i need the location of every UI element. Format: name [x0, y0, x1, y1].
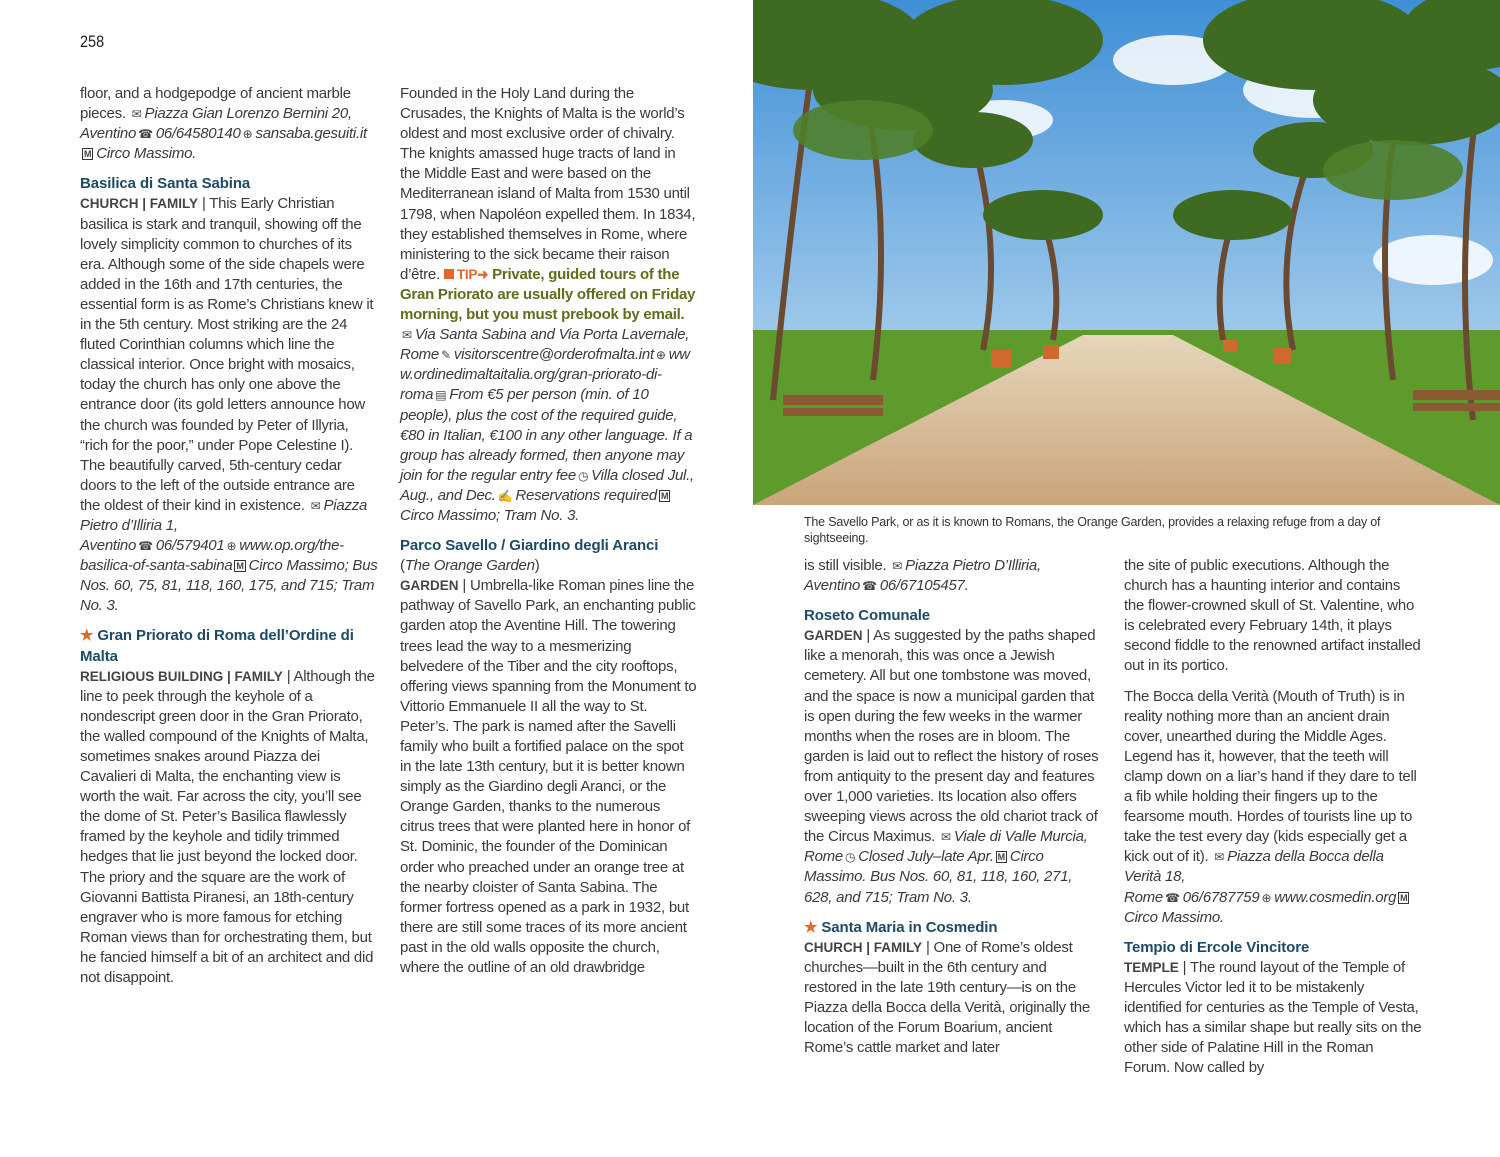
practical-info: www.cosmedin.org [1274, 888, 1397, 906]
star-icon: ★ [804, 918, 818, 936]
reservation-icon: ✍ [497, 488, 513, 503]
text-run: the site of public executions. Although the church has a haunting interior and contains the flower-crowned skull of St. Valentine, who is celebrated every February 14th, it plays second fiddle to the renowned artifact installed out in its portico. [1124, 557, 1421, 675]
practical-info: Reservations required [515, 486, 657, 504]
category-label: CHURCH | FAMILY [804, 939, 923, 955]
practical-info: Circo Massimo. [1124, 908, 1224, 926]
body-paragraph [400, 576, 698, 978]
text-run: | The round layout of the Temple of Hercules Victor led it to be mistakenly identified for centuries as the Temple of Vesta, which has a similar shape but really sits on the other side of Palatine Hill in the Roman Forum. Now called by [1124, 958, 1422, 1077]
mail-icon: ✉ [892, 559, 903, 573]
text-run: | As suggested by the paths shaped like a menorah, this was once a Jewish cemetery. All but one tombstone was moved, and the space is now a municipal garden that is open during the few weeks in the warmer months when the roses are in bloom. The garden is laid out to reflect the history of roses from antiquity to the present day and features over 1,000 varieties. Its location also offers sweeping views across the old chariot track of the Circus Maximus. [804, 627, 1099, 846]
practical-info: Piazza Pietro D’Illiria, Aventino [804, 557, 1041, 595]
mail-icon: ✉ [310, 498, 321, 513]
practical-info: From €5 per person (min. of 10 people), plus the cost of the required guide, €80 in Italian, €100 in any other language. If a group has already formed, then anyone may join for the regular entry fee [400, 386, 693, 484]
phone-icon: ☎ [1165, 890, 1180, 905]
practical-info: www.ordinedimaltaitalia.org/gran-priorato-di-roma [400, 346, 690, 404]
practical-info: 06/67105457. [879, 577, 969, 595]
metro-icon: M [84, 149, 92, 160]
practical-info: Piazza della Bocca della Verità 18, Rome [1124, 848, 1384, 906]
practical-info: www.op.org/the-basilica-of-santa-sabina [80, 537, 344, 575]
category-label: CHURCH | FAMILY [80, 196, 199, 212]
mail-icon: ✉ [941, 830, 951, 845]
practical-info: 06/6787759 [1182, 888, 1260, 906]
metro-icon: M [1400, 892, 1408, 903]
entry-heading [1124, 938, 1422, 958]
practical-info: Circo Massimo. Bus Nos. 60, 81, 118, 160, 271, 628, and 715; Tram No. 3. [804, 848, 1073, 906]
body-paragraph [1124, 556, 1422, 677]
text-run: | This Early Christian basilica is stark and tranquil, showing off the lovely simplicity common to churches of its era. Although some of the side chapels were added in the 16th and 17th centuries, the essential form is as Rome’s Christians knew it in the 5th century. Most striking are the 24 fluted Corinthian columns which line the classical interior. Once bright with mosaics, today the church has only one above the entrance door (its gold letters announce how the church was founded by Peter of Illyria, “rich for the poor,” under Pope Celestine I). The beautifully carved, 5th-century cedar doors to the left of the outside entrance are the oldest of their kind in existence. [80, 195, 374, 514]
text-column-3 [804, 556, 1102, 1068]
practical-info: 06/579401 [155, 537, 225, 555]
text-run: ( [400, 557, 405, 575]
body-paragraph [400, 84, 698, 526]
photo-caption: The Savello Park, or as it is known to Romans, the Orange Garden, provides a relaxing refuge from a day of sightseeing. [804, 515, 1381, 545]
entry-heading [804, 606, 1102, 626]
body-paragraph [1124, 958, 1422, 1079]
photo-illustration [753, 0, 1500, 505]
text-column-4 [1124, 556, 1422, 1088]
clock-icon: ◷ [577, 468, 589, 483]
entry-heading-text: Santa Maria in Cosmedin [821, 918, 998, 936]
entry-heading-text: Roseto Comunale [804, 607, 931, 625]
practical-info: Closed July–late Apr. [858, 848, 994, 866]
practical-info: Viale di Valle Murcia, Rome [804, 828, 1088, 866]
ticket-icon: ▤ [435, 388, 447, 403]
practical-info: Circo Massimo; Bus Nos. 60, 75, 81, 118, 160, 175, and 715; Tram No. 3. [80, 557, 378, 615]
email-icon: ✎ [441, 348, 451, 363]
practical-info: Villa closed Jul., Aug., and Dec. [400, 466, 694, 504]
entry-heading [400, 536, 698, 556]
text-run: ) [534, 557, 540, 575]
metro-icon: M [997, 852, 1005, 863]
practical-info: visitorscentre@orderofmalta.int [453, 346, 654, 364]
entry-heading-text: Parco Savello / Giardino degli Aranci [400, 537, 659, 555]
tip-text: Private, guided tours of the Gran Priorato are usually offered on Friday morning, but you must prebook by email. [400, 265, 696, 324]
text-column-1 [80, 84, 378, 998]
star-icon: ★ [80, 627, 94, 645]
text-run: | Umbrella-like Roman pines line the pathway of Savello Park, an enchanting public garden atop the Aventine Hill. The towering trees lead the way to a mesmerizing belvedere of the Tiber and the city rooftops, offering views spanning from the Monument to Vittorio Emmanuele II all the way to St. Peter’s. The park is named after the Savelli family who built a fortified palace on the spot in the late 13th century, but it is better known simply as the Giardino degli Aranci, or the Orange Garden, thanks to the numerous citrus trees that were planted here in honor of St. Dominic, the founder of the Dominican order who preached under an orange tree at the nearby cloister of Santa Sabina. The former fortress opened as a park in 1932, but there are still some traces of its more ancient past in the old walls opposite the church, where the outline of an old drawbridge [400, 577, 697, 977]
practical-info: Circo Massimo; Tram No. 3. [400, 506, 580, 524]
text-run: | Although the line to peek through the keyhole of a nondescript green door in the Gran Priorato, the walled compound of the Knights of Malta, sometimes snakes around Piazza dei Cavalieri di Malta, the enchanting view is worth the wait. Far across the city, you’ll see the dome of St. Peter’s Basilica flawlessly framed by the keyhole and tidily trimmed hedges that lie just beyond the locked door. The priory and the square are the work of Giovanni Battista Piranesi, an 18th-century engraver who is more famous for etching Roman views than for orchestrating them, but he fancied himself a bit of an architect and did not disappoint. [80, 667, 375, 987]
metro-icon: M [660, 490, 669, 501]
clock-icon: ◷ [845, 850, 856, 865]
text-column-2 [400, 84, 698, 988]
web-icon: ⊕ [226, 539, 237, 554]
body-paragraph [804, 556, 1102, 596]
text-run: | One of Rome’s oldest churches—built in the 6th century and restored in the late 19th century—is on the Piazza della Bocca della Verità, originally the location of the Forum Boarium, ancient Rome’s cattle market and later [804, 938, 1090, 1057]
entry-heading-text: Basilica di Santa Sabina [80, 175, 251, 193]
practical-info: 06/64580140 [155, 125, 241, 143]
metro-icon: M [236, 561, 244, 572]
text-run: Founded in the Holy Land during the Crusades, the Knights of Malta is the world’s oldest and most exclusive order of chivalry. The knights amassed huge tracts of land in the Middle East and were based on the Mediterranean island of Malta from 1530 until 1798, when Napoléon expelled them. In 1834, they established themselves in Rome, where ministering to the sick became their raison d’être. [400, 85, 696, 283]
text-run: floor, and a hodgepodge of ancient marble pieces. [80, 85, 351, 123]
phone-icon: ☎ [138, 127, 153, 142]
category-label: RELIGIOUS BUILDING | FAMILY [80, 668, 283, 684]
entry-heading-text: Gran Priorato di Roma dell’Ordine di Malta [80, 627, 354, 665]
phone-icon: ☎ [862, 579, 877, 594]
web-icon: ⊕ [242, 127, 253, 142]
tip-text: TIP➜ [444, 267, 488, 282]
text-run: is still visible. [804, 557, 891, 574]
text-run: The Bocca della Verità (Mouth of Truth) is in reality nothing more than an ancient drain cover, unearthed during the Middle Ages. Legend has it, however, that the teeth will clamp down on a liar’s hand if they dare to tell a fib while holding their fingers up to the fearsome mouth. Hordes of tourists line up to take the test every day (kids especially get a kick out of it). [1124, 687, 1417, 866]
practical-info: Piazza Gian Lorenzo Bernini 20, Aventino [80, 105, 352, 143]
savello-park-photo [753, 0, 1500, 505]
mail-icon: ✉ [402, 328, 412, 343]
body-paragraph [80, 194, 378, 616]
phone-icon: ☎ [138, 539, 153, 554]
practical-info: Via Santa Sabina and Via Porta Lavernale, Rome [400, 326, 690, 364]
entry-heading-text: Tempio di Ercole Vincitore [1124, 938, 1310, 956]
body-paragraph [80, 84, 378, 164]
practical-info: Circo Massimo. [96, 145, 197, 163]
body-paragraph [804, 938, 1102, 1059]
body-paragraph [80, 667, 378, 989]
page-number: 258 [80, 32, 105, 51]
category-label: GARDEN [400, 578, 459, 594]
entry-heading [80, 626, 378, 666]
entry-heading [804, 918, 1102, 938]
web-icon: ⊕ [1261, 890, 1272, 905]
entry-heading [80, 174, 378, 194]
practical-info: The Orange Garden [404, 557, 535, 575]
body-paragraph [804, 626, 1102, 907]
category-label: GARDEN [804, 628, 863, 644]
web-icon: ⊕ [655, 348, 666, 363]
mail-icon: ✉ [1214, 850, 1225, 865]
category-label: TEMPLE [1124, 959, 1179, 975]
practical-info: Piazza Pietro d’Illiria 1, Aventino [80, 496, 368, 555]
practical-info: sansaba.gesuiti.it [255, 125, 367, 143]
body-paragraph [400, 556, 698, 576]
body-paragraph [1124, 687, 1422, 928]
mail-icon: ✉ [131, 107, 142, 122]
